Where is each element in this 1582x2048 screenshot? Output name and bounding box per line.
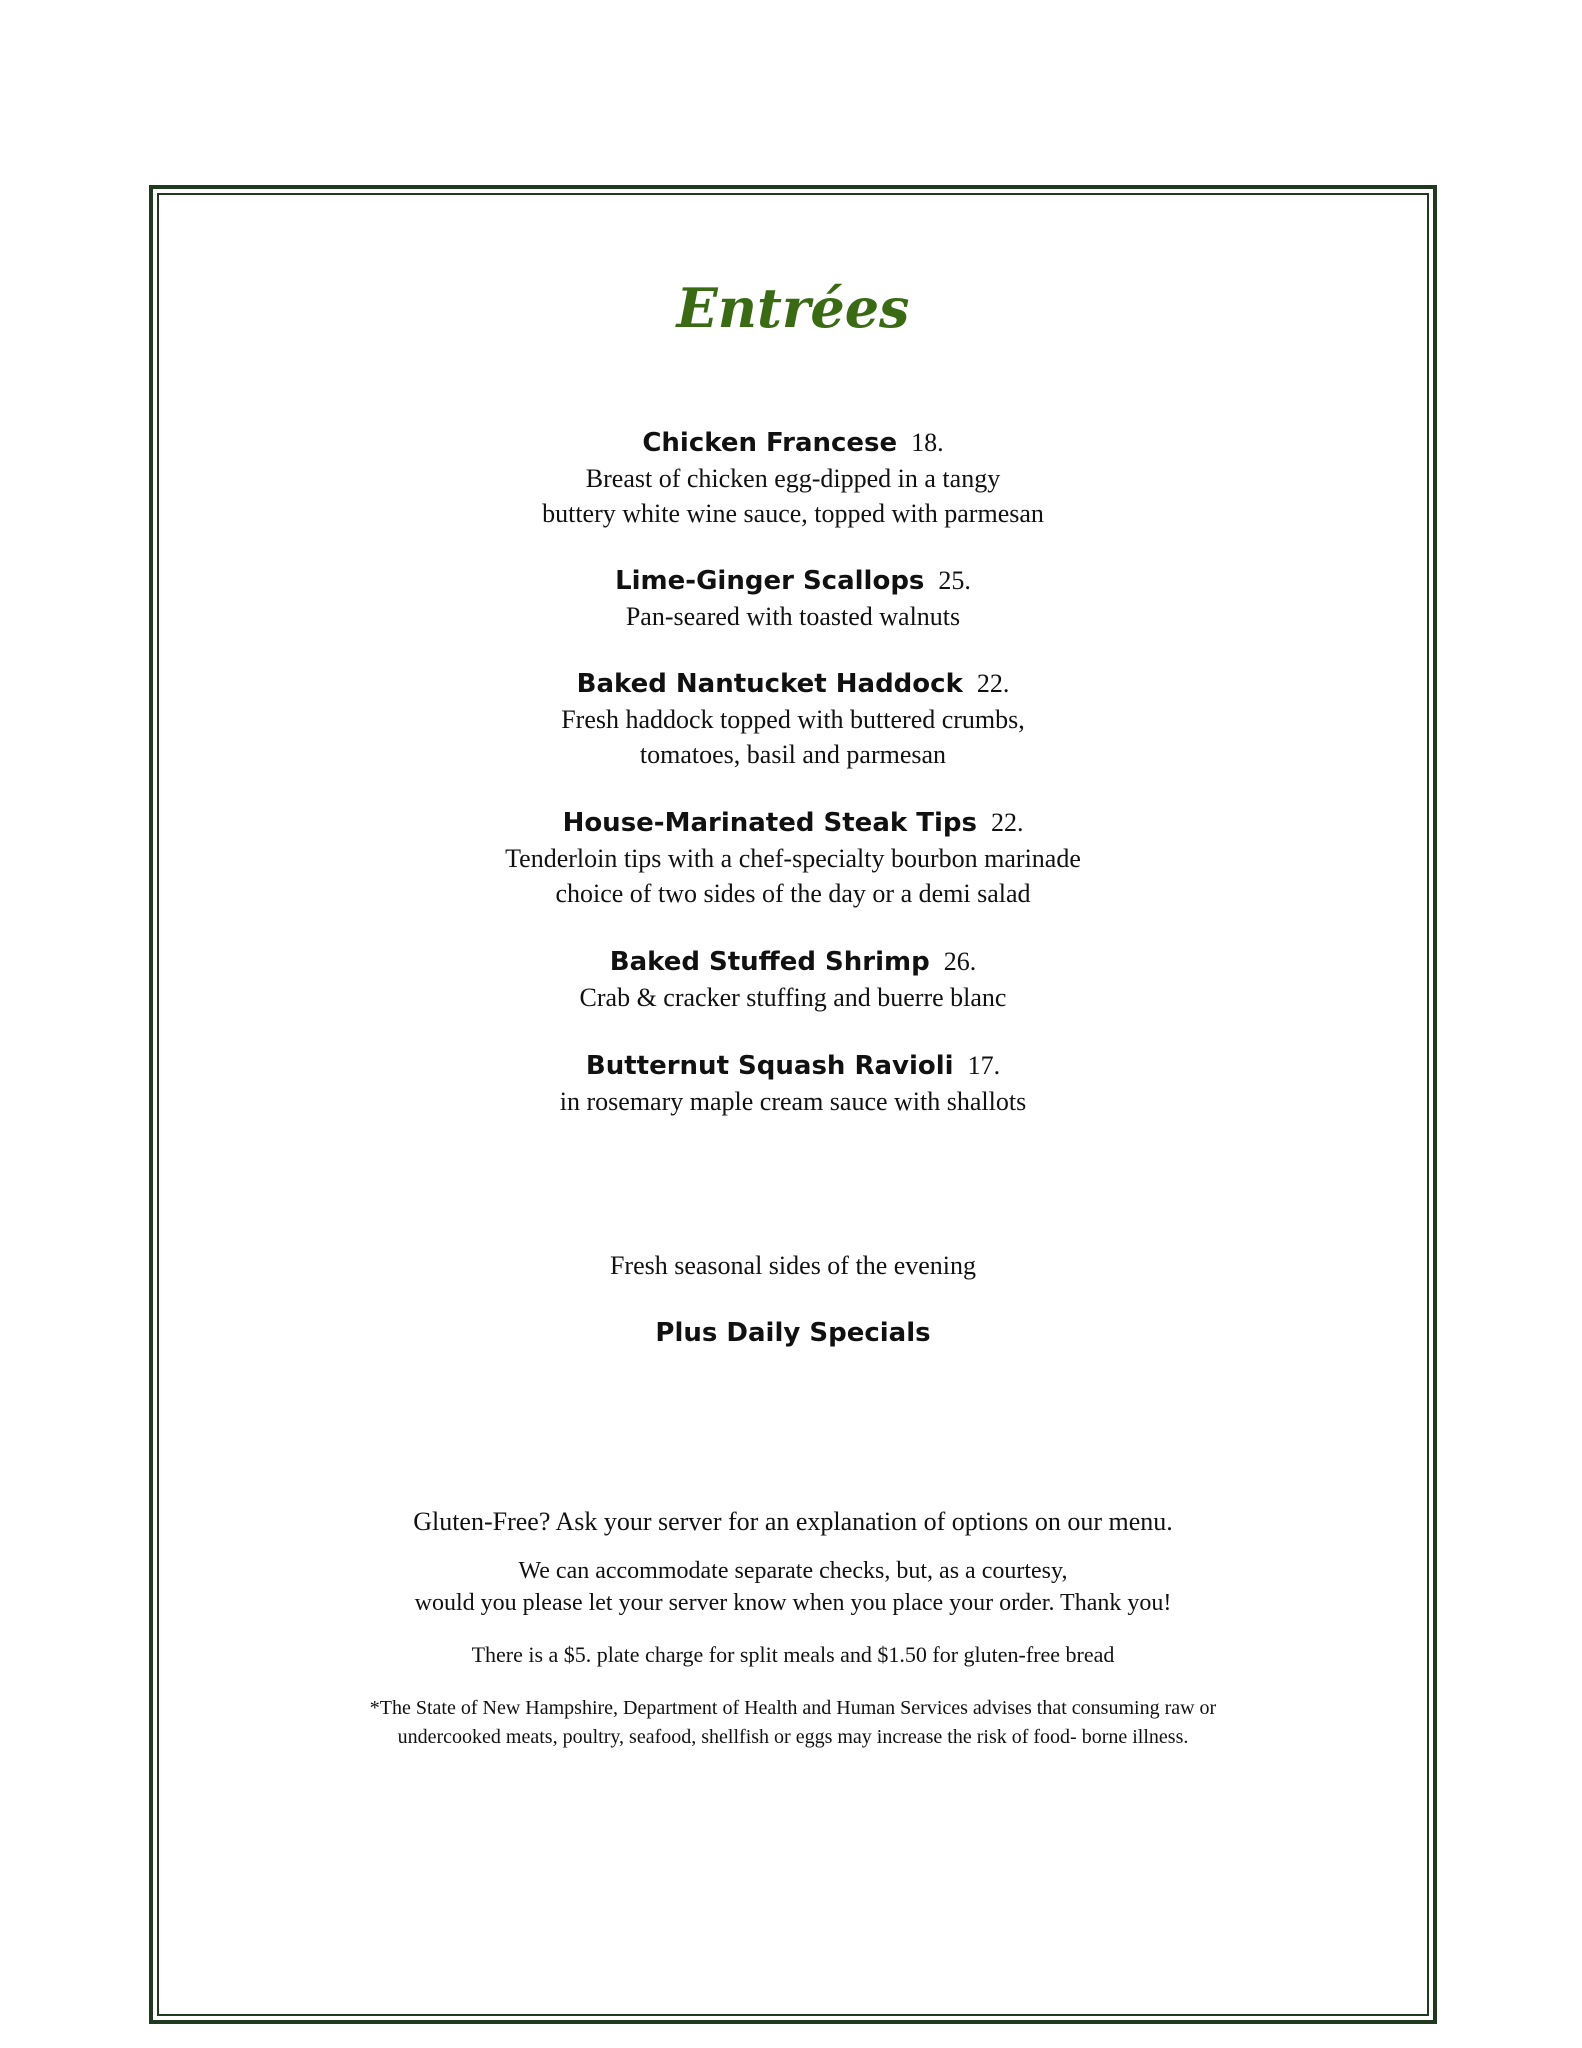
dish-item (157, 563, 1429, 634)
dish-name: Baked Stuffed Shrimp (609, 947, 930, 977)
health-advisory (157, 1694, 1429, 1752)
dish-item (157, 944, 1429, 1015)
dish-name: Lime-Ginger Scallops (615, 566, 925, 596)
page-title: Entrées (676, 276, 910, 340)
health-advisory-line: *The State of New Hampshire, Department of Health and Human Services advises that consuming raw or (369, 1697, 1217, 1719)
dish-description: in rosemary maple cream sauce with shallots (559, 1087, 1027, 1116)
dish-price: 22. (990, 808, 1024, 837)
dish-item (157, 805, 1429, 911)
plate-charge-note: There is a $5. plate charge for split meals and $1.50 for gluten-free bread (471, 1642, 1115, 1667)
dish-description: buttery white wine sauce, topped with parmesan (542, 499, 1044, 528)
dish-price: 18. (911, 428, 944, 457)
dish-price: 22. (976, 669, 1010, 698)
dish-price: 26. (943, 947, 977, 976)
dish-name: Chicken Francese (642, 428, 898, 458)
dish-item (157, 666, 1429, 772)
dish-description: Fresh haddock topped with buttered crumbs, (561, 705, 1025, 734)
dish-name: Butternut Squash Ravioli (585, 1051, 954, 1081)
dish-description: tomatoes, basil and parmesan (639, 740, 947, 769)
dish-description: Pan-seared with toasted walnuts (625, 602, 961, 631)
dish-item (157, 425, 1429, 531)
health-advisory-line: undercooked meats, poultry, seafood, shellfish or eggs may increase the risk of food- borne illness. (397, 1726, 1189, 1748)
dish-description: Tenderloin tips with a chef-specialty bourbon marinade (505, 844, 1081, 873)
sides-note: Fresh seasonal sides of the evening (609, 1251, 977, 1280)
dish-name: House-Marinated Steak Tips (562, 808, 977, 838)
dish-price: 25. (938, 566, 971, 595)
dish-description: choice of two sides of the day or a demi salad (555, 879, 1031, 908)
dish-item (157, 1048, 1429, 1119)
dish-description: Crab & cracker stuffing and buerre blanc (579, 983, 1007, 1012)
separate-checks-line: would you please let your server know when you place your order. Thank you! (414, 1590, 1172, 1616)
separate-checks-note (157, 1555, 1429, 1619)
separate-checks-line: We can accommodate separate checks, but, as a courtesy, (518, 1558, 1068, 1584)
dish-name: Baked Nantucket Haddock (576, 669, 963, 699)
gluten-free-note: Gluten-Free? Ask your server for an explanation of options on our menu. (413, 1507, 1173, 1536)
dish-price: 17. (967, 1051, 1001, 1080)
dish-description: Breast of chicken egg-dipped in a tangy (585, 464, 1001, 493)
specials-note: Plus Daily Specials (655, 1318, 931, 1348)
